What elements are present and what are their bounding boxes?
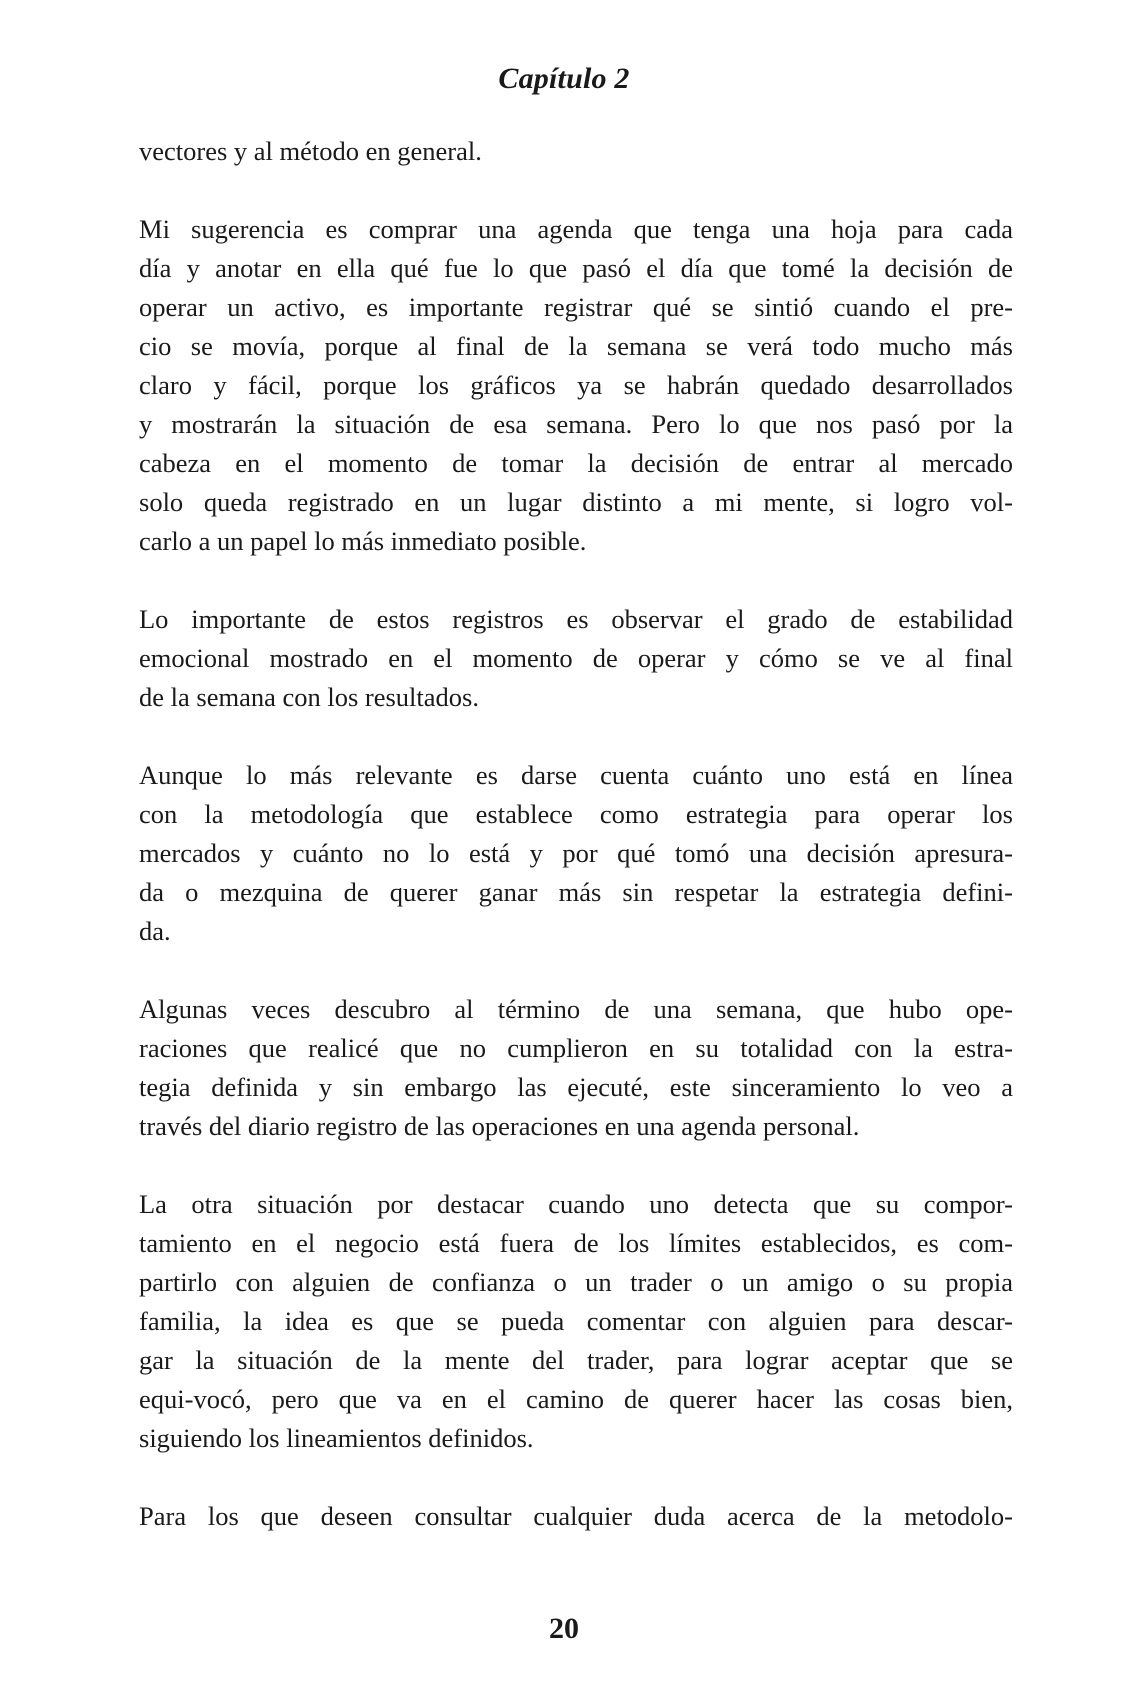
text-line: Para los que deseen consultar cualquier duda acerca de la metodolo-	[139, 1501, 1013, 1531]
text-line: Lo importante de estos registros es observar el grado de estabilidad	[139, 604, 1013, 634]
text-line: mercados y cuánto no lo está y por qué tomó una decisión apresura-	[139, 838, 1013, 868]
paragraph	[139, 1497, 1013, 1536]
text-line: tegia definida y sin embargo las ejecuté, este sinceramiento lo veo a	[139, 1072, 1013, 1102]
text-line: tamiento en el negocio está fuera de los límites establecidos, es com-	[139, 1228, 1013, 1258]
page-number: 20	[549, 1612, 579, 1645]
text-line: raciones que realicé que no cumplieron en su totalidad con la estra-	[139, 1033, 1013, 1063]
text-line: cio se movía, porque al final de la semana se verá todo mucho más	[139, 331, 1013, 361]
text-line: La otra situación por destacar cuando uno detecta que su compor-	[139, 1189, 1013, 1219]
text-line: partirlo con alguien de confianza o un trader o un amigo o su propia	[139, 1267, 1013, 1297]
paragraph	[139, 990, 1013, 1146]
text-line: solo queda registrado en un lugar distinto a mi mente, si logro vol-	[139, 487, 1013, 517]
paragraph	[139, 210, 1013, 561]
paragraph	[139, 1185, 1013, 1458]
text-line: y mostrarán la situación de esa semana. Pero lo que nos pasó por la	[139, 409, 1013, 439]
text-line: claro y fácil, porque los gráficos ya se habrán quedado desarrollados	[139, 370, 1013, 400]
text-line: carlo a un papel lo más inmediato posible.	[139, 526, 587, 556]
paragraph	[139, 132, 1013, 171]
text-line: Mi sugerencia es comprar una agenda que tenga una hoja para cada	[139, 214, 1013, 244]
text-line: equi-vocó, pero que va en el camino de querer hacer las cosas bien,	[139, 1384, 1013, 1414]
text-line: emocional mostrado en el momento de operar y cómo se ve al final	[139, 643, 1013, 673]
text-line: través del diario registro de las operaciones en una agenda personal.	[139, 1111, 860, 1141]
text-line: con la metodología que establece como estrategia para operar los	[139, 799, 1013, 829]
text-line: gar la situación de la mente del trader, para lograr aceptar que se	[139, 1345, 1013, 1375]
text-line: da.	[139, 916, 171, 946]
text-line: da o mezquina de querer ganar más sin respetar la estrategia defini-	[139, 877, 1013, 907]
paragraph	[139, 600, 1013, 717]
text-line: cabeza en el momento de tomar la decisión de entrar al mercado	[139, 448, 1013, 478]
text-line: siguiendo los lineamientos definidos.	[139, 1423, 534, 1453]
text-line: Algunas veces descubro al término de una semana, que hubo ope-	[139, 994, 1013, 1024]
paragraph	[139, 756, 1013, 951]
text-line: Aunque lo más relevante es darse cuenta cuánto uno está en línea	[139, 760, 1013, 790]
text-line: día y anotar en ella qué fue lo que pasó el día que tomé la decisión de	[139, 253, 1013, 283]
text-line: de la semana con los resultados.	[139, 682, 479, 712]
body-text	[139, 132, 1013, 1575]
text-line: vectores y al método en general.	[139, 136, 482, 166]
text-line: operar un activo, es importante registrar qué se sintió cuando el pre-	[139, 292, 1013, 322]
text-line: familia, la idea es que se pueda comentar con alguien para descar-	[139, 1306, 1013, 1336]
running-head: Capítulo 2	[498, 62, 630, 95]
